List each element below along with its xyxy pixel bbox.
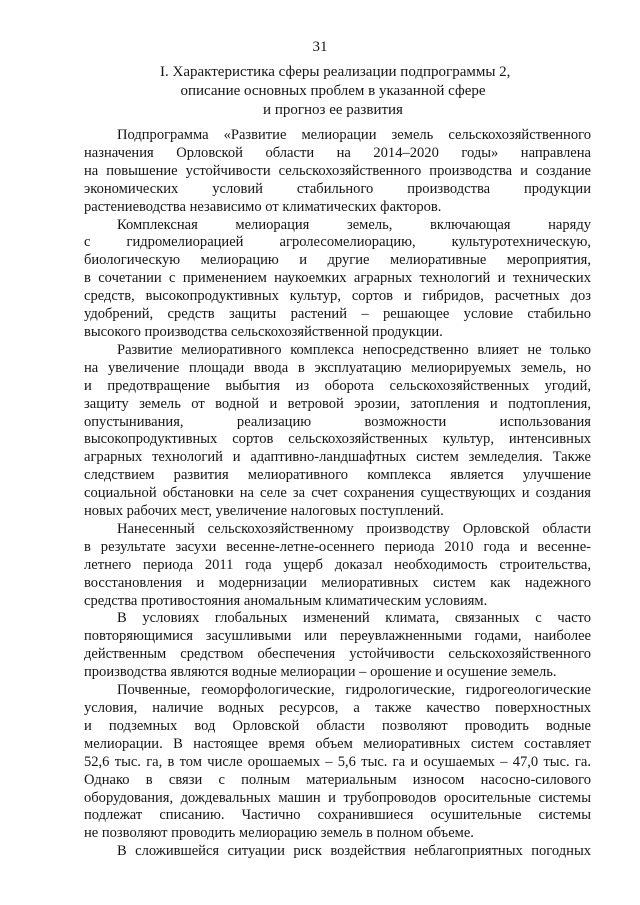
paragraph-line: Однако в связи с полным материальным износом насосно-силового [84,771,591,788]
paragraph-line: условия, наличие водных ресурсов, а также качество поверхностных [84,700,591,716]
paragraph-line: защиту земель от водной и ветровой эрозии, затопления и подтопления, [84,395,591,412]
paragraph-line: высокого производства сельскохозяйственной продукции. [84,323,443,340]
section-heading-line: I. Характеристика сферы реализации подпрограммы 2, [160,64,511,80]
document-body [84,127,591,861]
paragraph-line: высокопродуктивных сортов сельскохозяйственных культур, интенсивных [84,431,591,448]
paragraph-line: с гидромелиорацией агролесомелиорацию, культуротехническую, [84,234,591,251]
paragraph-line: подлежат списанию. Частично сохранившиеся осушительные системы [84,807,591,824]
paragraph-line: не позволяют проводить мелиорацию земель в полном объеме. [84,825,474,842]
paragraph-line: удобрений, средств защиты растений – решающее условие стабильно [84,306,591,323]
section-heading-line: описание основных проблем в указанной сфере [180,83,486,99]
paragraph-line: средств, высокопродуктивных культур, сортов и гибридов, расчетных доз [84,288,591,305]
paragraph-line: повторяющимися засушливыми или переувлажненными годами, наиболее [84,628,591,645]
paragraph-line: Развитие мелиоративного комплекса непосредственно влияет не только [117,341,591,358]
paragraph-line: 52,6 тыс. га, в том числе орошаемых – 5,6 тыс. га и осушаемых – 47,0 тыс. га. [84,753,591,770]
paragraph-line: в результате засухи весенне-летне-осеннего периода 2010 года и весенне- [84,538,591,555]
paragraph-line: на увеличение площади ввода в эксплуатацию мелиорируемых земель, но [84,359,591,376]
paragraph-line: летнего периода 2011 года ущерб доказал необходимость строительства, [84,556,591,573]
paragraph-line: Нанесенный сельскохозяйственному производству Орловской области [117,520,591,537]
paragraph-line: растениеводства независимо от климатических факторов. [84,198,442,215]
paragraph-line: экономических условий стабильного производства продукции [84,180,591,197]
paragraph-line: оборудования, дождевальных машин и трубопроводов оросительные системы [84,789,591,806]
section-heading-line: и прогноз ее развития [263,102,403,118]
body-paragraph [84,610,591,682]
paragraph-line: мелиорации. В настоящее время объем мелиоративных систем составляет [84,735,591,752]
paragraph-line: и подземных вод Орловской области позволяют проводить водные [84,717,591,734]
paragraph-line: средства противостояния аномальным климатическим условиям. [84,592,488,609]
paragraph-line: Комплексная мелиорация земель, включающая наряду [117,216,591,233]
paragraph-line: в сочетании с применением наукоемких аграрных технологий и технических [84,270,591,287]
page-number: 31 [312,39,328,55]
body-paragraph [84,521,591,611]
paragraph-line: новых рабочих мест, увеличение налоговых поступлений. [84,503,444,520]
paragraph-line: биологическую мелиорацию и другие мелиоративные мероприятия, [84,252,591,269]
section-heading [160,63,511,120]
paragraph-line: на повышение устойчивости сельскохозяйственного производства и создание [84,162,591,179]
body-paragraph [84,127,591,217]
body-paragraph [84,682,591,843]
paragraph-line: опустынивания, реализацию возможности использования [84,413,591,430]
paragraph-line: производства являются водные мелиорации – орошение и осушение земель. [84,664,557,681]
body-paragraph [84,843,591,861]
paragraph-line: назначения Орловской области на 2014–2020 годы» направлена [84,144,591,161]
paragraph-line: социальной обстановки на селе за счет сохранения существующих и создания [84,485,591,502]
paragraph-line: аграрных технологий и адаптивно-ландшафтных систем земледелия. Также [84,449,591,466]
paragraph-line: следствием развития мелиоративного комплекса является улучшение [84,467,591,484]
paragraph-line: действенным средством обеспечения устойчивости сельскохозяйственного [84,646,591,663]
paragraph-line: Почвенные, геоморфологические, гидрологические, гидрогеологические [117,682,591,699]
paragraph-line: и предотвращение выбытия из оборота сельскохозяйственных угодий, [84,377,591,394]
paragraph-line: В условиях глобальных изменений климата, связанных с часто [117,610,591,627]
body-paragraph [84,217,591,342]
body-paragraph [84,342,591,521]
paragraph-line: восстановления и модернизации мелиоративных систем как надежного [84,574,591,591]
paragraph-line: Подпрограмма «Развитие мелиорации земель сельскохозяйственного [117,127,591,143]
paragraph-line: В сложившейся ситуации риск воздействия неблагоприятных погодных [117,843,591,860]
